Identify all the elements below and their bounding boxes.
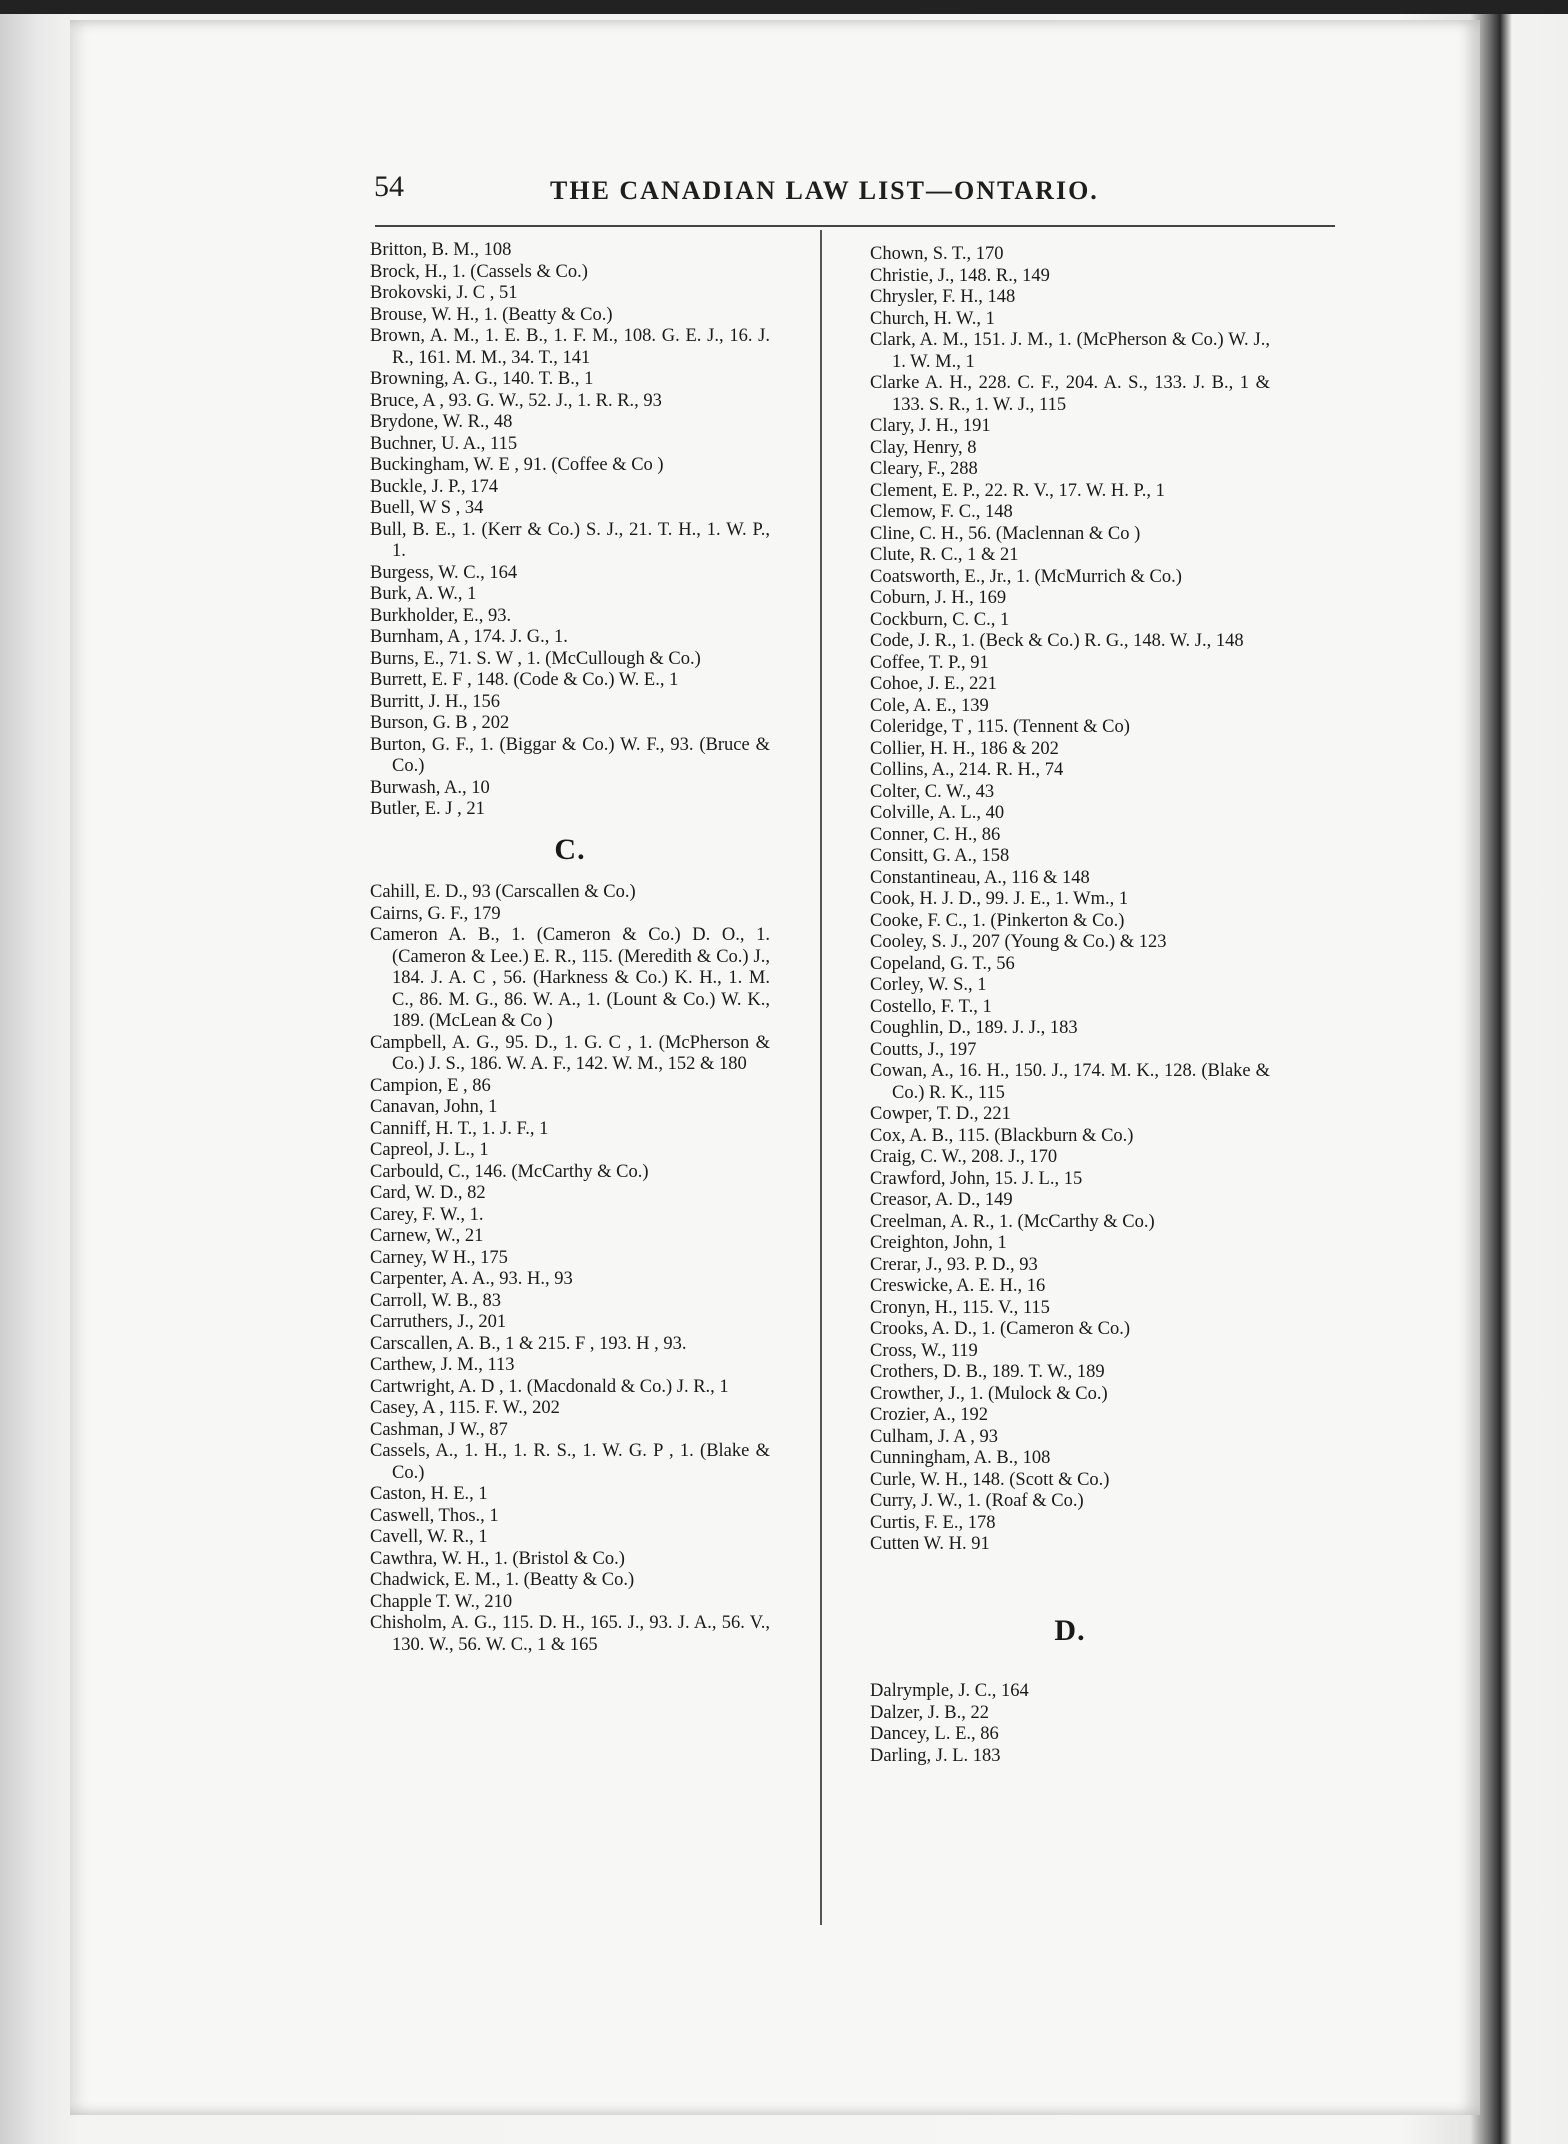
list-entry: Cox, A. B., 115. (Blackburn & Co.) <box>870 1125 1134 1146</box>
list-entry: Carthew, J. M., 113 <box>370 1355 515 1375</box>
list-entry: Cross, W., 119 <box>870 1340 978 1361</box>
list-entry: Church, H. W., 1 <box>870 308 995 329</box>
list-entry: Culham, J. A , 93 <box>870 1426 998 1447</box>
list-entry: Coutts, J., 197 <box>870 1039 977 1060</box>
scan-top-edge <box>0 0 1568 14</box>
list-entry: Chown, S. T., 170 <box>870 244 1004 264</box>
list-entry: Canniff, H. T., 1. J. F., 1 <box>370 1118 549 1139</box>
list-entry: Cooke, F. C., 1. (Pinkerton & Co.) <box>870 910 1125 931</box>
list-entry: Cline, C. H., 56. (Maclennan & Co ) <box>870 523 1141 544</box>
list-entry: Buell, W S , 34 <box>370 498 484 518</box>
list-entry: Craig, C. W., 208. J., 170 <box>870 1147 1058 1167</box>
list-entry: Cassels, A., 1. H., 1. R. S., 1. W. G. P , 1. (Blake & Co.) <box>370 1441 770 1483</box>
list-entry: Browning, A. G., 140. T. B., 1 <box>370 369 594 389</box>
list-entry: Cowan, A., 16. H., 150. J., 174. M. K., 128. (Blake & Co.) R. K., 115 <box>870 1061 1270 1103</box>
list-entry: Coughlin, D., 189. J. J., 183 <box>870 1018 1078 1038</box>
list-entry: Cashman, J W., 87 <box>370 1419 508 1440</box>
list-entry: Crothers, D. B., 189. T. W., 189 <box>870 1362 1105 1382</box>
list-entry: Burns, E., 71. S. W , 1. (McCullough & Co.) <box>370 648 701 669</box>
list-entry: Burrett, E. F , 148. (Code & Co.) W. E., 1 <box>370 670 679 690</box>
list-entry: Coburn, J. H., 169 <box>870 588 1007 608</box>
list-entry: Burton, G. F., 1. (Biggar & Co.) W. F., 93. (Bruce & Co.) <box>370 734 770 776</box>
list-entry: Buckle, J. P., 174 <box>370 476 498 497</box>
book-page <box>70 20 1480 2115</box>
list-entry: Cairns, G. F., 179 <box>370 903 501 924</box>
page-number: 54 <box>374 170 404 203</box>
list-entry: Caswell, Thos., 1 <box>370 1505 499 1526</box>
list-entry: Buchner, U. A., 115 <box>370 433 518 454</box>
list-entry: Christie, J., 148. R., 149 <box>870 265 1050 286</box>
list-entry: Burson, G. B , 202 <box>370 713 510 733</box>
list-entry: Burk, A. W., 1 <box>370 584 477 604</box>
list-entry: Chadwick, E. M., 1. (Beatty & Co.) <box>370 1570 635 1590</box>
list-entry: Clay, Henry, 8 <box>870 437 977 458</box>
list-entry: Chisholm, A. G., 115. D. H., 165. J., 93. J. A., 56. V., 130. W., 56. W. C., 1 & 165 <box>370 1613 770 1655</box>
list-entry: Constantineau, A., 116 & 148 <box>870 867 1090 888</box>
list-entry: Costello, F. T., 1 <box>870 996 992 1017</box>
list-entry: Cutten W. H. 91 <box>870 1534 990 1554</box>
list-entry: Burnham, A , 174. J. G., 1. <box>370 627 568 647</box>
list-entry: Burkholder, E., 93. <box>370 605 512 626</box>
list-entry: Burgess, W. C., 164 <box>370 562 518 583</box>
header-rule <box>375 225 1335 227</box>
list-entry: Campion, E , 86 <box>370 1075 491 1096</box>
list-entry: Creighton, John, 1 <box>870 1233 1007 1253</box>
list-entry: Chrysler, F. H., 148 <box>870 287 1016 307</box>
list-entry: Curry, J. W., 1. (Roaf & Co.) <box>870 1491 1084 1511</box>
list-entry: Clarke A. H., 228. C. F., 204. A. S., 133. J. B., 1 & 133. S. R., 1. W. J., 115 <box>870 373 1270 415</box>
list-entry: Cook, H. J. D., 99. J. E., 1. Wm., 1 <box>870 889 1129 909</box>
list-entry: Cooley, S. J., 207 (Young & Co.) & 123 <box>870 932 1167 952</box>
list-entry: Cohoe, J. E., 221 <box>870 674 997 694</box>
list-entry: Cawthra, W. H., 1. (Bristol & Co.) <box>370 1548 625 1569</box>
list-entry: Carey, F. W., 1. <box>370 1204 484 1225</box>
list-entry: Coatsworth, E., Jr., 1. (McMurrich & Co.) <box>870 566 1182 587</box>
list-entry: Collier, H. H., 186 & 202 <box>870 738 1059 759</box>
list-entry: Carney, W H., 175 <box>370 1247 508 1268</box>
list-entry: Clark, A. M., 151. J. M., 1. (McPherson & Co.) W. J., 1. W. M., 1 <box>870 330 1270 372</box>
list-entry: Brydone, W. R., 48 <box>370 412 513 432</box>
list-entry: Cameron A. B., 1. (Cameron & Co.) D. O., 1. (Cameron & Lee.) E. R., 115. (Meredith & Co.) J., 184. J. A. C , 56. (Harkness & Co.) K. H., 1. M. C., 86. M. G., 86. W. A., 1. (Lount & Co.) W. K., 189. (McLean & Co ) <box>370 925 770 1031</box>
list-entry: Creelman, A. R., 1. (McCarthy & Co.) <box>870 1211 1155 1232</box>
list-entry: Caston, H. E., 1 <box>370 1484 488 1504</box>
list-entry: Dalrymple, J. C., 164 <box>870 1681 1029 1701</box>
list-entry: Clement, E. P., 22. R. V., 17. W. H. P., 1 <box>870 480 1165 501</box>
c-entries-left <box>370 882 770 1656</box>
list-entry: Brokovski, J. C , 51 <box>370 283 518 303</box>
list-entry: Bruce, A , 93. G. W., 52. J., 1. R. R., 93 <box>370 390 662 411</box>
list-entry: Conner, C. H., 86 <box>870 824 1001 845</box>
list-entry: Cavell, W. R., 1 <box>370 1527 488 1547</box>
list-entry: Consitt, G. A., 158 <box>870 846 1010 866</box>
list-entry: Cahill, E. D., 93 (Carscallen & Co.) <box>370 882 636 902</box>
list-entry: Cunningham, A. B., 108 <box>870 1448 1051 1468</box>
list-entry: Curle, W. H., 148. (Scott & Co.) <box>870 1469 1110 1490</box>
left-column <box>370 240 770 1656</box>
list-entry: Crerar, J., 93. P. D., 93 <box>870 1254 1038 1275</box>
running-title: THE CANADIAN LAW LIST—ONTARIO. <box>550 176 1099 205</box>
list-entry: Carscallen, A. B., 1 & 215. F , 193. H , 93. <box>370 1333 687 1354</box>
list-entry: Britton, B. M., 108 <box>370 240 512 260</box>
right-column <box>870 244 1270 1767</box>
list-entry: Code, J. R., 1. (Beck & Co.) R. G., 148. W. J., 148 <box>870 631 1244 651</box>
list-entry: Crawford, John, 15. J. L., 15 <box>870 1168 1083 1189</box>
list-entry: Collins, A., 214. R. H., 74 <box>870 760 1064 780</box>
list-entry: Coleridge, T , 115. (Tennent & Co) <box>870 717 1130 737</box>
list-entry: Burritt, J. H., 156 <box>370 691 501 712</box>
list-entry: Cronyn, H., 115. V., 115 <box>870 1297 1050 1318</box>
list-entry: Dancey, L. E., 86 <box>870 1724 999 1744</box>
list-entry: Crowther, J., 1. (Mulock & Co.) <box>870 1383 1108 1404</box>
list-entry: Carbould, C., 146. (McCarthy & Co.) <box>370 1161 649 1182</box>
list-entry: Card, W. D., 82 <box>370 1183 486 1203</box>
list-entry: Crooks, A. D., 1. (Cameron & Co.) <box>870 1319 1131 1339</box>
section-letter-d: D. <box>1054 1613 1086 1647</box>
list-entry: Colter, C. W., 43 <box>870 781 995 802</box>
list-entry: Creasor, A. D., 149 <box>870 1190 1013 1210</box>
list-entry: Campbell, A. G., 95. D., 1. G. C , 1. (McPherson & Co.) J. S., 186. W. A. F., 142. W. M., 152 & 180 <box>370 1032 770 1074</box>
list-entry: Crozier, A., 192 <box>870 1405 988 1425</box>
list-entry: Butler, E. J , 21 <box>370 799 485 819</box>
list-entry: Brouse, W. H., 1. (Beatty & Co.) <box>370 304 613 325</box>
list-entry: Darling, J. L. 183 <box>870 1745 1001 1766</box>
list-entry: Buckingham, W. E , 91. (Coffee & Co ) <box>370 455 664 475</box>
list-entry: Carroll, W. B., 83 <box>370 1290 502 1311</box>
list-entry: Carnew, W., 21 <box>370 1226 484 1246</box>
list-entry: Cowper, T. D., 221 <box>870 1104 1011 1124</box>
column-divider <box>820 230 822 1925</box>
list-entry: Corley, W. S., 1 <box>870 975 987 995</box>
list-entry: Bull, B. E., 1. (Kerr & Co.) S. J., 21. T. H., 1. W. P., 1. <box>370 519 770 561</box>
list-entry: Colville, A. L., 40 <box>870 803 1005 823</box>
list-entry: Capreol, J. L., 1 <box>370 1140 489 1160</box>
list-entry: Burwash, A., 10 <box>370 777 490 798</box>
list-entry: Carpenter, A. A., 93. H., 93 <box>370 1269 573 1289</box>
list-entry: Cole, A. E., 139 <box>870 695 989 716</box>
list-entry: Copeland, G. T., 56 <box>870 953 1015 974</box>
list-entry: Cleary, F., 288 <box>870 459 978 479</box>
list-entry: Chapple T. W., 210 <box>370 1591 513 1612</box>
list-entry: Casey, A , 115. F. W., 202 <box>370 1398 560 1418</box>
d-entries <box>870 1681 1270 1767</box>
list-entry: Carruthers, J., 201 <box>370 1312 507 1332</box>
list-entry: Cockburn, C. C., 1 <box>870 609 1010 630</box>
list-entry: Coffee, T. P., 91 <box>870 652 989 673</box>
list-entry: Cartwright, A. D , 1. (Macdonald & Co.) J. R., 1 <box>370 1376 729 1397</box>
list-entry: Clute, R. C., 1 & 21 <box>870 545 1019 565</box>
list-entry: Creswicke, A. E. H., 16 <box>870 1276 1046 1296</box>
list-entry: Clary, J. H., 191 <box>870 416 991 436</box>
page-header <box>70 170 1480 210</box>
list-entry: Dalzer, J. B., 22 <box>870 1702 989 1723</box>
b-entries <box>370 240 770 821</box>
list-entry: Curtis, F. E., 178 <box>870 1512 996 1533</box>
section-letter-c: C. <box>554 832 586 866</box>
c-entries-right <box>870 244 1270 1556</box>
list-entry: Clemow, F. C., 148 <box>870 502 1013 522</box>
list-entry: Brown, A. M., 1. E. B., 1. F. M., 108. G. E. J., 16. J. R., 161. M. M., 34. T., 141 <box>370 326 770 368</box>
list-entry: Canavan, John, 1 <box>370 1097 498 1117</box>
list-entry: Brock, H., 1. (Cassels & Co.) <box>370 261 588 282</box>
